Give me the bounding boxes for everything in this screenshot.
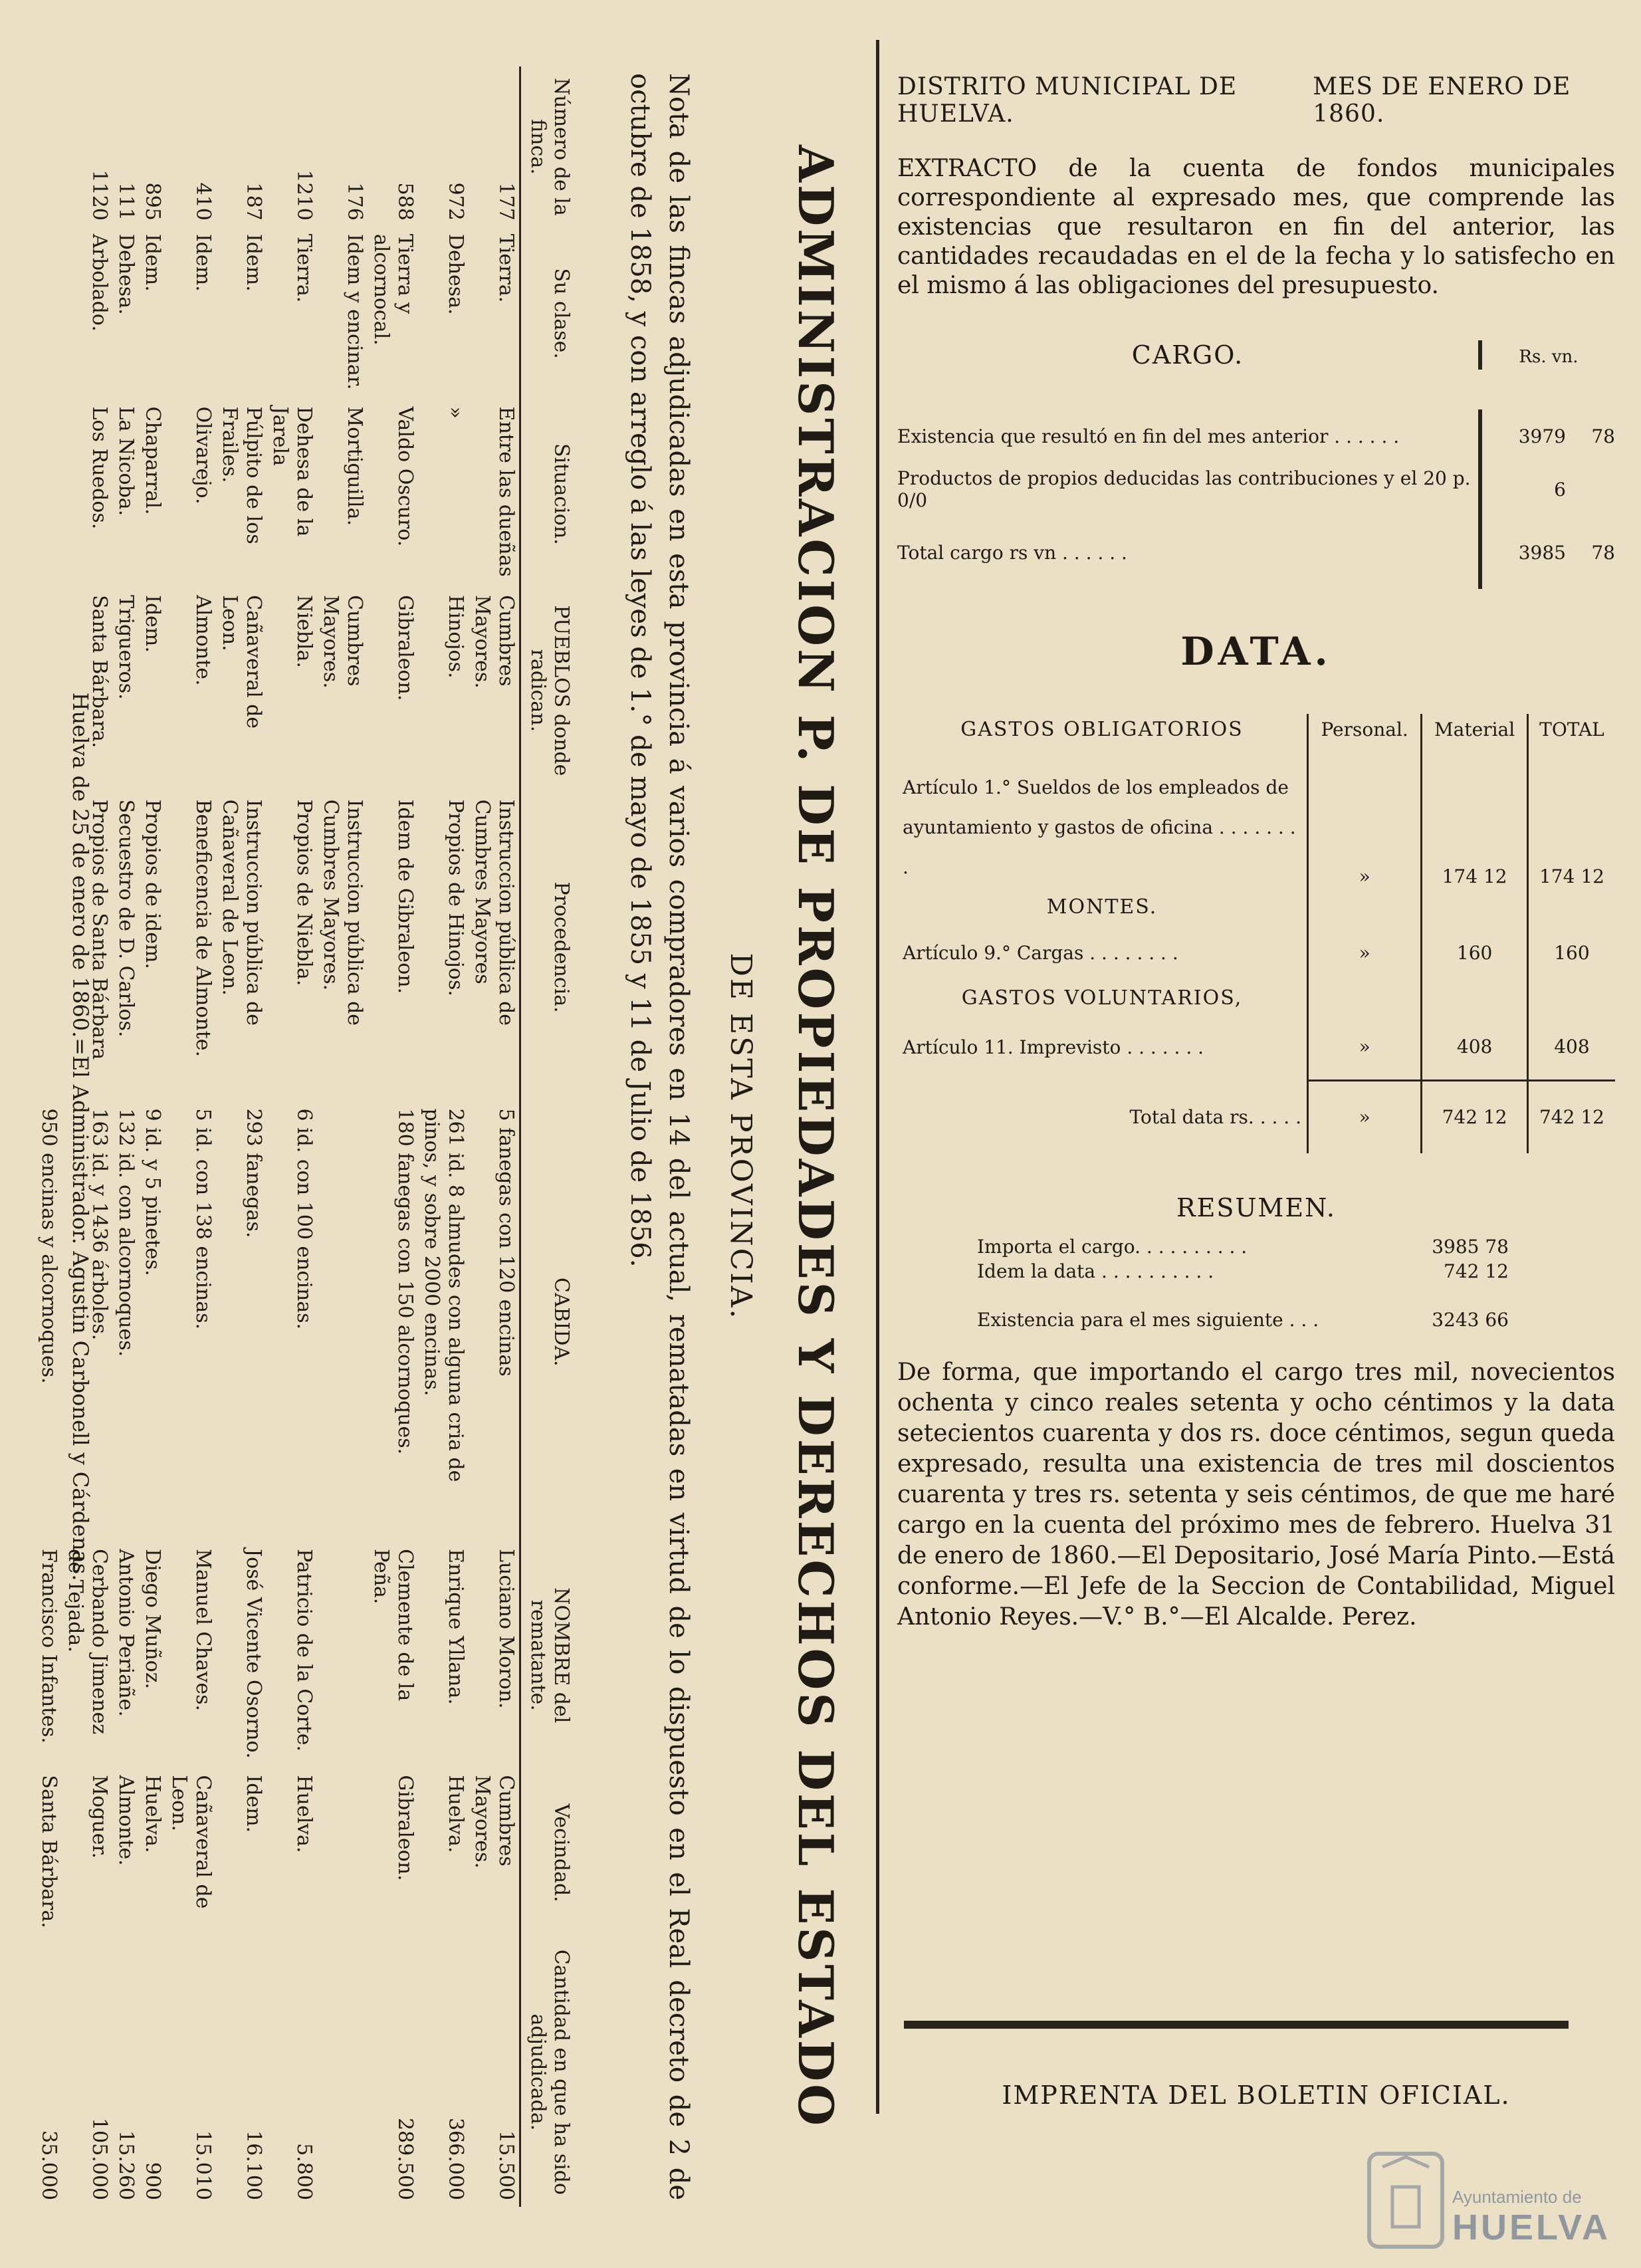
cargo-row-value: [1478, 463, 1615, 516]
art1-material: 174 12: [1422, 745, 1528, 891]
fincas-cell: 15.010: [191, 2130, 215, 2200]
fincas-table: [35, 66, 578, 2207]
resumen-label: Importa el cargo. . . . . . . . . .: [977, 1236, 1248, 1258]
fincas-cell: 176: [343, 182, 366, 221]
fincas-cell: Valdo Oscuro.: [393, 406, 417, 547]
fincas-cell: 187: [242, 182, 265, 221]
fincas-cell: Luciano Moron.: [494, 1549, 518, 1709]
fincas-cell: Niebla.: [292, 595, 316, 668]
fincas-cell: Cañaveral de Leon.: [167, 1775, 215, 1909]
gastos-voluntarios-title: GASTOS VOLUNTARIOS,: [961, 986, 1243, 1010]
cargo-row: [897, 516, 1615, 589]
fincas-row: [112, 66, 139, 2207]
fincas-header-row: [520, 66, 579, 2207]
fincas-cell: Cumbres Mayores.: [471, 595, 518, 689]
fincas-row: [317, 66, 368, 2207]
total-total: 742 12: [1527, 1080, 1615, 1153]
cargo-rs: 6: [1554, 478, 1566, 501]
fincas-cell: [317, 1101, 368, 1542]
fincas-cell: [317, 1768, 368, 1937]
mes-label: MES DE ENERO DE 1860.: [1313, 73, 1571, 128]
fincas-cell: 15.260: [114, 2130, 138, 2200]
fincas-header-cell: Número de la finca.: [520, 66, 579, 227]
resumen-value: 742 12: [1444, 1260, 1509, 1282]
fincas-cell: 588: [393, 182, 417, 221]
art1-personal: »: [1308, 745, 1422, 891]
cargo-row-value: [1478, 409, 1615, 463]
fincas-header-cell: Cantidad en que ha sido adjudicada.: [520, 1938, 579, 2207]
resumen-title: RESUMEN.: [1176, 1193, 1336, 1222]
fincas-cell: Almonte.: [191, 595, 215, 686]
fincas-cell: Idem.: [242, 1775, 265, 1833]
resumen-row: [977, 1260, 1509, 1282]
resumen-row: [977, 1236, 1509, 1258]
district-header: [897, 73, 1615, 128]
cargo-row-label: Productos de propios deducidas las contribuciones y el 20 p. 0/0: [897, 467, 1471, 511]
cargo-row-label: Existencia que resultó en fin del mes anterior . . . . . .: [897, 425, 1400, 447]
fincas-cell: 111: [114, 182, 138, 221]
cargo-row: [897, 409, 1615, 463]
fincas-cell: Tierra.: [292, 233, 316, 303]
fincas-cell: 132 id. con alcornoques.: [114, 1108, 138, 1357]
art9-total: 160: [1527, 923, 1615, 982]
fincas-cell: Idem.: [141, 595, 164, 653]
fincas-cell: 366.000: [444, 2117, 467, 2200]
fincas-cell: 105.000: [88, 2117, 111, 2200]
fincas-cell: Los Ruedos.: [88, 406, 111, 530]
cargo-row-label: Total cargo rs vn . . . . . .: [897, 541, 1127, 564]
art9-material: 160: [1422, 923, 1528, 982]
fincas-cell: Secuestro de D. Carlos.: [114, 799, 138, 1038]
art1-total: 174 12: [1527, 745, 1615, 891]
fincas-row: [267, 66, 317, 2207]
fincas-header-cell: CABIDA.: [520, 1101, 579, 1542]
fincas-cell: Almonte.: [114, 1775, 138, 1866]
fincas-cell: 163 id. y 1436 árboles.: [88, 1108, 111, 1341]
fincas-cell: Idem.: [141, 233, 164, 292]
fincas-cell: 410: [191, 182, 215, 221]
fincas-cell: 5 fanegas con 120 encinas: [494, 1108, 518, 1377]
closing-text: De forma, que importando el cargo tres mil, novecientos ochenta y cinco reales setenta y ocho céntimos y la data setecientos cuarenta y dos rs. doce céntimos, segun queda expresado, resulta una existencia de tres mil doscientos cuarenta y tres rs. setenta y seis céntimos, de que me haré cargo en la cuenta del próximo mes de febrero. Huelva 31 de enero de 1860.—El Depositario, José María Pinto.—Está conforme.—El Jefe de la Seccion de Contabilidad, Miguel Antonio Reyes.—V.° B.°—El Alcalde. Perez.: [897, 1359, 1615, 1631]
fincas-cell: 180 fanegas con 150 alcornoques.: [393, 1108, 417, 1455]
fincas-cell: Tierra y alcornocal.: [370, 233, 417, 346]
fincas-cell: Beneficencia de Almonte.: [191, 799, 215, 1058]
cargo-row-value: [1478, 516, 1615, 589]
fincas-cell: 261 id. 8 almudes con alguna cria de pinos, y sobre 2000 encinas.: [420, 1108, 467, 1482]
column-divider: [876, 40, 879, 2114]
fincas-cell: Púlpito de los Frailes.: [218, 406, 265, 544]
cargo-rs: 3979: [1518, 425, 1566, 447]
fincas-cell: [317, 1542, 368, 1768]
fincas-cell: Instruccion pública de Cañaveral de Leon.: [218, 799, 265, 1026]
fincas-cell: [35, 793, 62, 1102]
fincas-cell: Propios de Hinojos.: [444, 799, 467, 996]
fincas-cell: Huelva.: [141, 1775, 164, 1853]
art1-label: Artículo 1.° Sueldos de los empleados de ayuntamiento y gastos de oficina . . . . . . . .: [903, 776, 1296, 878]
resumen-value: 3985 78: [1432, 1236, 1509, 1258]
fincas-header-cell: Procedencia.: [520, 793, 579, 1102]
fincas-cell: 15.500: [494, 2130, 518, 2200]
fincas-cell: Trigueros.: [114, 595, 138, 700]
fincas-cell: 289.500: [393, 2117, 417, 2200]
cargo-cts: 78: [1591, 541, 1615, 564]
fincas-row: [216, 66, 267, 2207]
fincas-cell: Hinojos.: [444, 595, 467, 679]
fincas-cell: Idem.: [242, 233, 265, 292]
fincas-cell: 895: [141, 182, 164, 221]
fincas-cell: »: [444, 406, 467, 419]
fincas-cell: 5 id. con 138 encinas.: [191, 1108, 215, 1330]
fincas-cell: Gibraleon.: [393, 595, 417, 701]
fincas-header-cell: Situacion.: [520, 400, 579, 589]
fincas-cell: 6 id. con 100 encinas.: [292, 1108, 316, 1330]
fincas-row: [368, 66, 418, 2207]
fincas-row: [139, 66, 165, 2207]
fincas-header-cell: NOMBRE del rematante.: [520, 1542, 579, 1768]
fincas-cell: 972: [444, 182, 467, 221]
art11-label: Artículo 11. Imprevisto . . . . . . .: [903, 1036, 1204, 1058]
fincas-cell: Idem de Gibraleon.: [393, 799, 417, 994]
fincas-cell: 16.100: [242, 2130, 265, 2200]
fincas-cell: Cerbando Jimenez de Tejada.: [64, 1549, 111, 1735]
rotated-section: [27, 53, 857, 2247]
fincas-cell: Patricio de la Corte.: [292, 1549, 316, 1752]
fincas-cell: Huelva.: [444, 1775, 467, 1853]
fincas-cell: José Vicente Osorno.: [242, 1549, 265, 1759]
fincas-cell: Propios de idem.: [141, 799, 164, 969]
fincas-cell: Olivarejo.: [191, 406, 215, 505]
fincas-cell: 177: [494, 182, 518, 221]
fincas-cell: La Nicoba.: [114, 406, 138, 516]
administracion-title: ADMINISTRACION P. DE PROPIEDADES Y DERECHOS DEL ESTADO: [788, 145, 844, 2128]
fincas-cell: Chaparral.: [141, 406, 164, 515]
fincas-cell: [35, 588, 62, 792]
fincas-header-cell: PUEBLOS donde radican.: [520, 588, 579, 792]
administrador-signature: Huelva de 25 de enero de 1860.=El Administrador. Agustin Carbonell y Cárdenas.: [68, 692, 93, 1581]
extracto-text: EXTRACTO de la cuenta de fondos municipales correspondiente al expresado mes, que comprende las existencias que resultaron en fin del anterior, las cantidades recaudadas en el de la fecha y lo satisfecho en el mismo á las obligaciones del presupuesto.: [897, 155, 1615, 299]
fincas-cell: Cumbres Mayores.: [319, 595, 366, 689]
art9-label: Artículo 9.° Cargas . . . . . . . .: [903, 941, 1178, 964]
total-data-label: Total data rs. . . . .: [1129, 1105, 1301, 1128]
fincas-body: [35, 66, 520, 2207]
nota-text: Nota de las fincas adjudicadas en esta provincia á varios compradores en 14 del actual, rematadas en virtud de lo dispuesto en el Real decreto de 2 de octubre de 1858, y con arreglo á las leyes de 1.° de mayo de 1855 y 11 de Julio de 1856.: [625, 73, 694, 2200]
cargo-cts: 78: [1591, 425, 1615, 447]
fincas-cell: Cumbres Mayores.: [471, 1775, 518, 1869]
art9-personal: »: [1308, 923, 1422, 982]
fincas-cell: Moguer.: [88, 1775, 111, 1859]
fincas-cell: Dehesa.: [114, 233, 138, 315]
fincas-cell: Propios de Santa Bárbara: [88, 799, 111, 1060]
total-material: 742 12: [1422, 1080, 1528, 1153]
resumen-label: Existencia para el mes siguiente . . .: [977, 1309, 1319, 1331]
total-personal: »: [1308, 1080, 1422, 1153]
fincas-cell: Instruccion pública de Cumbres Mayores.: [319, 799, 366, 1026]
col-personal: Personal.: [1308, 714, 1422, 745]
distrito-label: DISTRITO MUNICIPAL DE HUELVA.: [897, 73, 1238, 128]
ayuntamiento-logo: [1356, 2140, 1622, 2253]
resumen-label: Idem la data . . . . . . . . . .: [977, 1260, 1214, 1282]
fincas-cell: Santa Bárbara.: [88, 595, 111, 748]
fincas-cell: Huelva.: [292, 1775, 316, 1853]
fincas-cell: 293 fanegas.: [242, 1108, 265, 1238]
col-total: TOTAL: [1527, 714, 1615, 745]
fincas-cell: Arbolado.: [88, 233, 111, 332]
fincas-header-cell: Su clase.: [520, 227, 579, 400]
fincas-cell: [35, 66, 62, 227]
fincas-row: [418, 66, 469, 2207]
data-table: [897, 714, 1615, 1153]
resumen-row: [977, 1309, 1509, 1331]
fincas-cell: Francisco Infantes.: [37, 1549, 60, 1744]
fincas-header-cell: Vecindad.: [520, 1768, 579, 1937]
fincas-cell: Manuel Chaves.: [191, 1549, 215, 1712]
fincas-row: [165, 66, 216, 2207]
cargo-rs: 3985: [1518, 541, 1566, 564]
col-material: Material: [1422, 714, 1528, 745]
cargo-rows: [897, 409, 1615, 589]
cargo-row: [897, 463, 1615, 516]
fincas-cell: [35, 227, 62, 400]
fincas-cell: Tierra.: [494, 233, 518, 303]
fincas-cell: Dehesa de la Jarela: [269, 406, 316, 537]
fincas-cell: Propios de Niebla.: [292, 799, 316, 986]
administracion-subtitle: DE ESTA PROVINCIA.: [724, 953, 758, 1321]
fincas-cell: Instruccion pública de Cumbres Mayores: [471, 799, 518, 1026]
fincas-row: [35, 66, 62, 2207]
fincas-cell: 1210: [292, 170, 316, 221]
fincas-cell: Clemente de la Peña.: [370, 1549, 417, 1702]
art11-personal: »: [1308, 1014, 1422, 1080]
fincas-cell: Dehesa.: [444, 233, 467, 315]
fincas-cell: Idem y encinar.: [343, 233, 366, 390]
logo-line1: Ayuntamiento de: [1452, 2187, 1582, 2207]
fincas-cell: Enrique Yllana.: [444, 1549, 467, 1705]
cargo-title: CARGO.: [1131, 340, 1244, 370]
art11-total: 408: [1527, 1014, 1615, 1080]
gastos-obligatorios-title: GASTOS OBLIGATORIOS: [960, 718, 1244, 741]
fincas-cell: Mortiguilla.: [343, 406, 366, 526]
cuenta-column: [897, 73, 1615, 1633]
art11-material: 408: [1422, 1014, 1528, 1080]
fincas-cell: Antonio Periañe.: [114, 1549, 138, 1717]
cargo-section: [897, 340, 1615, 370]
rotated-content: [27, 53, 857, 2220]
fincas-cell: Entre las dueñas: [494, 406, 518, 577]
imprenta-footer: IMPRENTA DEL BOLETIN OFICIAL.: [1002, 2081, 1511, 2110]
fincas-cell: Santa Bárbara.: [37, 1775, 60, 1928]
fincas-cell: Idem.: [191, 233, 215, 292]
fincas-cell: Cañaveral de Leon.: [218, 595, 265, 729]
fincas-cell: [35, 400, 62, 589]
fincas-cell: 950 encinas y alcornoques.: [37, 1108, 60, 1384]
logo-line2: HUELVA: [1452, 2208, 1610, 2247]
fincas-cell: [317, 1938, 368, 2207]
fincas-row: [469, 66, 520, 2207]
fincas-cell: Gibraleon.: [393, 1775, 417, 1881]
resumen-value: 3243 66: [1432, 1309, 1509, 1331]
fincas-cell: 1120: [88, 170, 111, 221]
fincas-cell: Diego Muñoz.: [141, 1549, 164, 1690]
bottom-rule: [904, 2021, 1569, 2029]
fincas-cell: 35.000: [37, 2130, 60, 2200]
fincas-cell: 900: [141, 2162, 164, 2200]
cargo-unit: Rs. vn.: [1478, 340, 1615, 370]
fincas-cell: 9 id. y 5 pinetes.: [141, 1108, 164, 1276]
montes-title: MONTES.: [1046, 895, 1158, 919]
fincas-cell: 5.800: [292, 2143, 316, 2200]
data-title: DATA.: [1180, 629, 1332, 674]
resumen-rows: [977, 1236, 1509, 1331]
